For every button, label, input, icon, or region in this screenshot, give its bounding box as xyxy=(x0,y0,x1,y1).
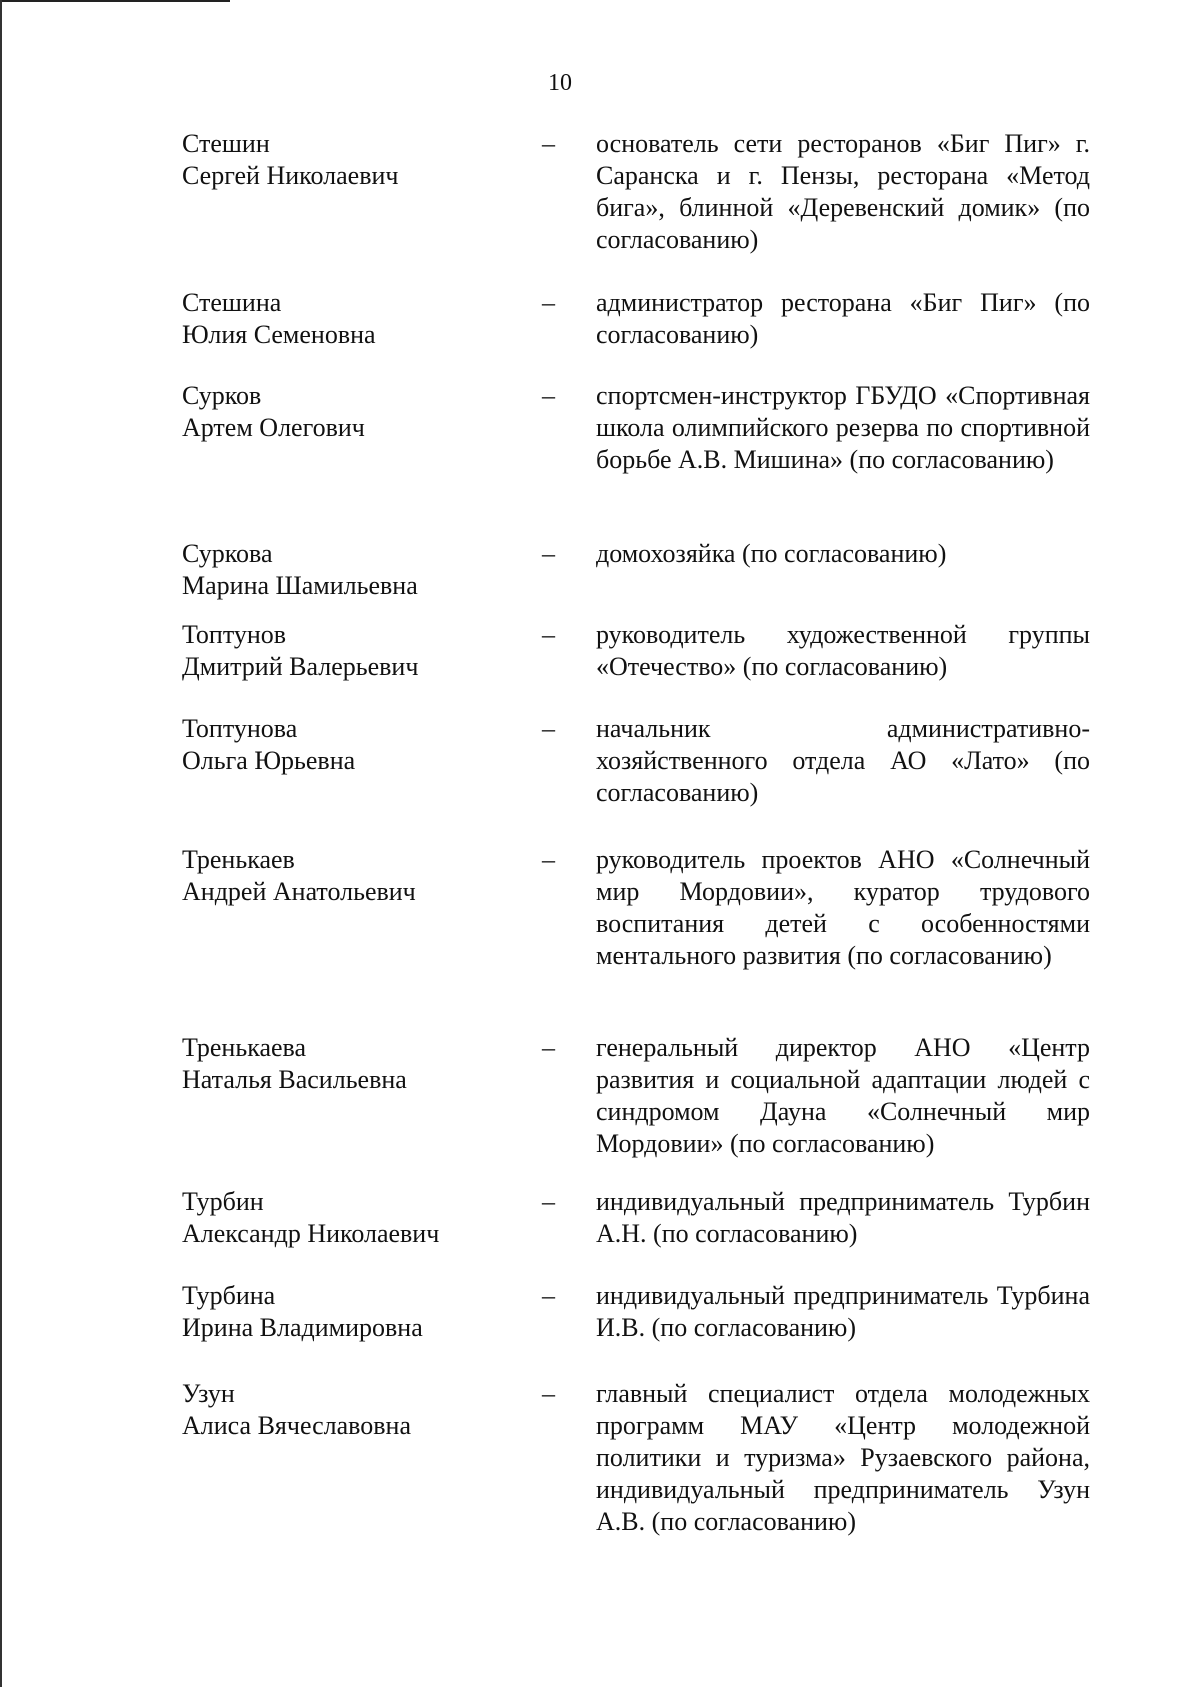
person-given-name: Юлия Семеновна xyxy=(182,320,376,349)
person-surname: Суркова xyxy=(182,539,273,568)
dash-separator: – xyxy=(542,129,555,158)
person-given-name: Ольга Юрьевна xyxy=(182,746,356,775)
person-name xyxy=(182,1280,502,1344)
person-role: руководитель проектов АНО «Солнечный мир Мордовии», куратор трудового воспитания детей с особенностями ментального развития (по согласованию) xyxy=(596,845,1090,970)
person-name xyxy=(182,619,502,683)
person-role: главный специалист отдела молодежных программ МАУ «Центр молодежной политики и туризма» Рузаевского района, индивидуальный предприниматель Узун А.В. (по согласованию) xyxy=(596,1379,1090,1536)
person-name xyxy=(182,538,502,602)
person-name xyxy=(182,380,502,444)
dash-separator: – xyxy=(542,620,555,649)
page-number: 10 xyxy=(548,70,572,96)
dash-separator: – xyxy=(542,714,555,743)
person-surname: Тренькаева xyxy=(182,1033,306,1062)
person-given-name: Алиса Вячеславовна xyxy=(182,1411,412,1440)
person-role: основатель сети ресторанов «Биг Пиг» г. Саранска и г. Пензы, ресторана «Метод бига», блинной «Деревенский домик» (по согласованию) xyxy=(596,129,1090,254)
person-role: индивидуальный предприниматель Турбина И.В. (по согласованию) xyxy=(596,1281,1090,1342)
person-role: домохозяйка (по согласованию) xyxy=(596,539,947,568)
person-given-name: Артем Олегович xyxy=(182,413,365,442)
person-name xyxy=(182,287,502,351)
person-role: спортсмен-инструктор ГБУДО «Спортивная школа олимпийского резерва по спортивной борьбе А.В. Мишина» (по согласованию) xyxy=(596,381,1090,474)
person-given-name: Наталья Васильевна xyxy=(182,1065,407,1094)
dash-separator: – xyxy=(542,539,555,568)
person-given-name: Ирина Владимировна xyxy=(182,1313,423,1342)
dash-separator: – xyxy=(542,1281,555,1310)
person-given-name: Александр Николаевич xyxy=(182,1219,440,1248)
person-surname: Турбин xyxy=(182,1187,264,1216)
person-role: генеральный директор АНО «Центр развития и социальной адаптации людей с синдромом Дауна «Солнечный мир Мордовии» (по согласованию) xyxy=(596,1033,1090,1158)
person-surname: Топтунова xyxy=(182,714,298,743)
person-given-name: Сергей Николаевич xyxy=(182,161,399,190)
person-name xyxy=(182,713,502,777)
person-role: руководитель художественной группы «Отечество» (по согласованию) xyxy=(596,620,1090,681)
person-name xyxy=(182,1378,502,1442)
dash-separator: – xyxy=(542,1033,555,1062)
person-name xyxy=(182,128,502,192)
person-name xyxy=(182,1032,502,1096)
person-role: начальник административно-хозяйственного отдела АО «Лато» (по согласованию) xyxy=(596,714,1090,807)
person-surname: Сурков xyxy=(182,381,262,410)
dash-separator: – xyxy=(542,381,555,410)
dash-separator: – xyxy=(542,1187,555,1216)
dash-separator: – xyxy=(542,1379,555,1408)
person-surname: Узун xyxy=(182,1379,235,1408)
person-surname: Стешина xyxy=(182,288,282,317)
person-surname: Тренькаев xyxy=(182,845,295,874)
person-name xyxy=(182,844,502,908)
person-surname: Стешин xyxy=(182,129,270,158)
dash-separator: – xyxy=(542,845,555,874)
person-surname: Турбина xyxy=(182,1281,276,1310)
dash-separator: – xyxy=(542,288,555,317)
person-given-name: Марина Шамильевна xyxy=(182,571,418,600)
person-role: индивидуальный предприниматель Турбин А.Н. (по согласованию) xyxy=(596,1187,1090,1248)
person-name xyxy=(182,1186,502,1250)
person-given-name: Андрей Анатольевич xyxy=(182,877,416,906)
person-given-name: Дмитрий Валерьевич xyxy=(182,652,419,681)
person-surname: Топтунов xyxy=(182,620,287,649)
person-role: администратор ресторана «Биг Пиг» (по согласованию) xyxy=(596,288,1090,349)
